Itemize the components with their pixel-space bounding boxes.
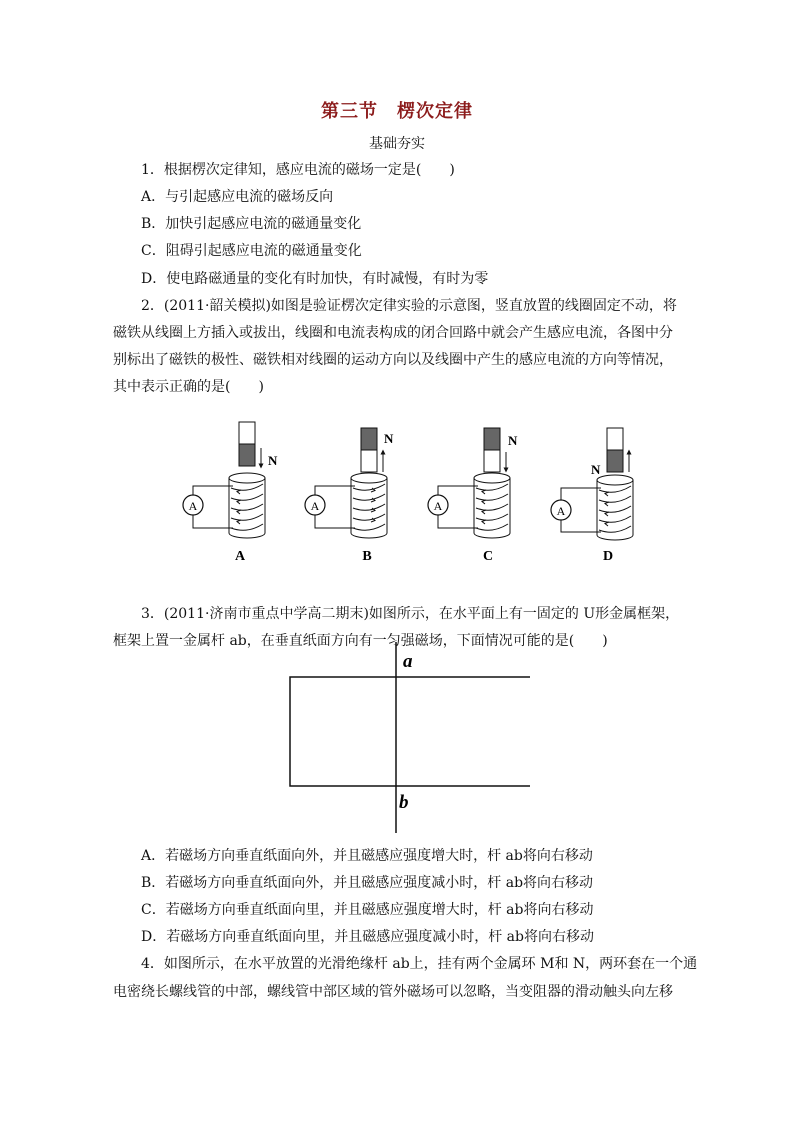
ammeter-symbol: A xyxy=(433,499,443,513)
q1-stem: 1．根据楞次定律知，感应电流的磁场一定是( ) xyxy=(141,162,455,178)
panel-label-a: A xyxy=(234,549,246,564)
pole-label-n: N xyxy=(508,433,518,448)
pole-label-n: N xyxy=(591,462,601,477)
q4-line-1: 4．如图所示，在水平放置的光滑绝缘杆 ab上，挂有两个金属环 M和 N，两环套在一个通 xyxy=(141,956,698,972)
q1-option-a: A．与引起感应电流的磁场反向 xyxy=(141,189,334,205)
q3-figure xyxy=(285,640,535,840)
pole-label-n: N xyxy=(384,431,394,446)
q3-option-b: B．若磁场方向垂直纸面向外，并且磁感应强度减小时，杆 ab将向右移动 xyxy=(141,875,594,891)
q2-panel-d xyxy=(551,428,633,564)
q2-panel-b xyxy=(305,428,394,564)
q1-option-b: B．加快引起感应电流的磁通量变化 xyxy=(141,216,362,232)
q3-line-2: 框架上置一金属杆 ab，在垂直纸面方向有一匀强磁场，下面情况可能的是( ) xyxy=(113,633,608,649)
ammeter-symbol: A xyxy=(188,499,198,513)
q2-line-3: 别标出了磁铁的极性、磁铁相对线圈的运动方向以及线圈中产生的感应电流的方向等情况， xyxy=(113,352,673,368)
q2-line-1: 2．(2011·韶关模拟)如图是验证楞次定律实验的示意图，竖直放置的线圈固定不动，将 xyxy=(141,298,677,314)
u-frame xyxy=(290,677,530,786)
q3-option-d: D．若磁场方向垂直纸面向里，并且磁感应强度减小时，杆 ab将向右移动 xyxy=(141,929,594,945)
q2-line-2: 磁铁从线圈上方插入或拔出，线圈和电流表构成的闭合回路中就会产生感应电流，各图中分 xyxy=(113,325,673,341)
section-title: 第三节 楞次定律 xyxy=(321,101,473,122)
q2-panel-a xyxy=(183,422,278,564)
q4-line-2: 电密绕长螺线管的中部，螺线管中部区域的管外磁场可以忽略，当变阻器的滑动触头向左移 xyxy=(113,984,673,1000)
q3-option-a: A．若磁场方向垂直纸面向外，并且磁感应强度增大时，杆 ab将向右移动 xyxy=(141,848,593,864)
panel-label-d: D xyxy=(602,549,614,564)
section-subtitle: 基础夯实 xyxy=(369,136,425,152)
ammeter-symbol: A xyxy=(310,499,320,513)
panel-label-c: C xyxy=(482,549,494,564)
q3-line-1: 3．(2011·济南市重点中学高二期末)如图所示，在水平面上有一固定的 U形金属框架， xyxy=(141,606,680,622)
q3-option-c: C．若磁场方向垂直纸面向里，并且磁感应强度增大时，杆 ab将向右移动 xyxy=(141,902,594,918)
q2-panel-c xyxy=(428,428,518,564)
panel-label-b: B xyxy=(362,549,372,564)
pole-label-n: N xyxy=(268,453,278,468)
q2-line-4: 其中表示正确的是( ) xyxy=(113,379,264,395)
q2-figure xyxy=(175,418,645,568)
q1-option-d: D．使电路磁通量的变化有时加快，有时减慢，有时为零 xyxy=(141,271,489,287)
ammeter-symbol: A xyxy=(556,504,566,518)
rod-label-a: a xyxy=(403,651,413,672)
rod-label-b: b xyxy=(399,792,409,813)
q1-option-c: C．阻碍引起感应电流的磁通量变化 xyxy=(141,243,362,259)
